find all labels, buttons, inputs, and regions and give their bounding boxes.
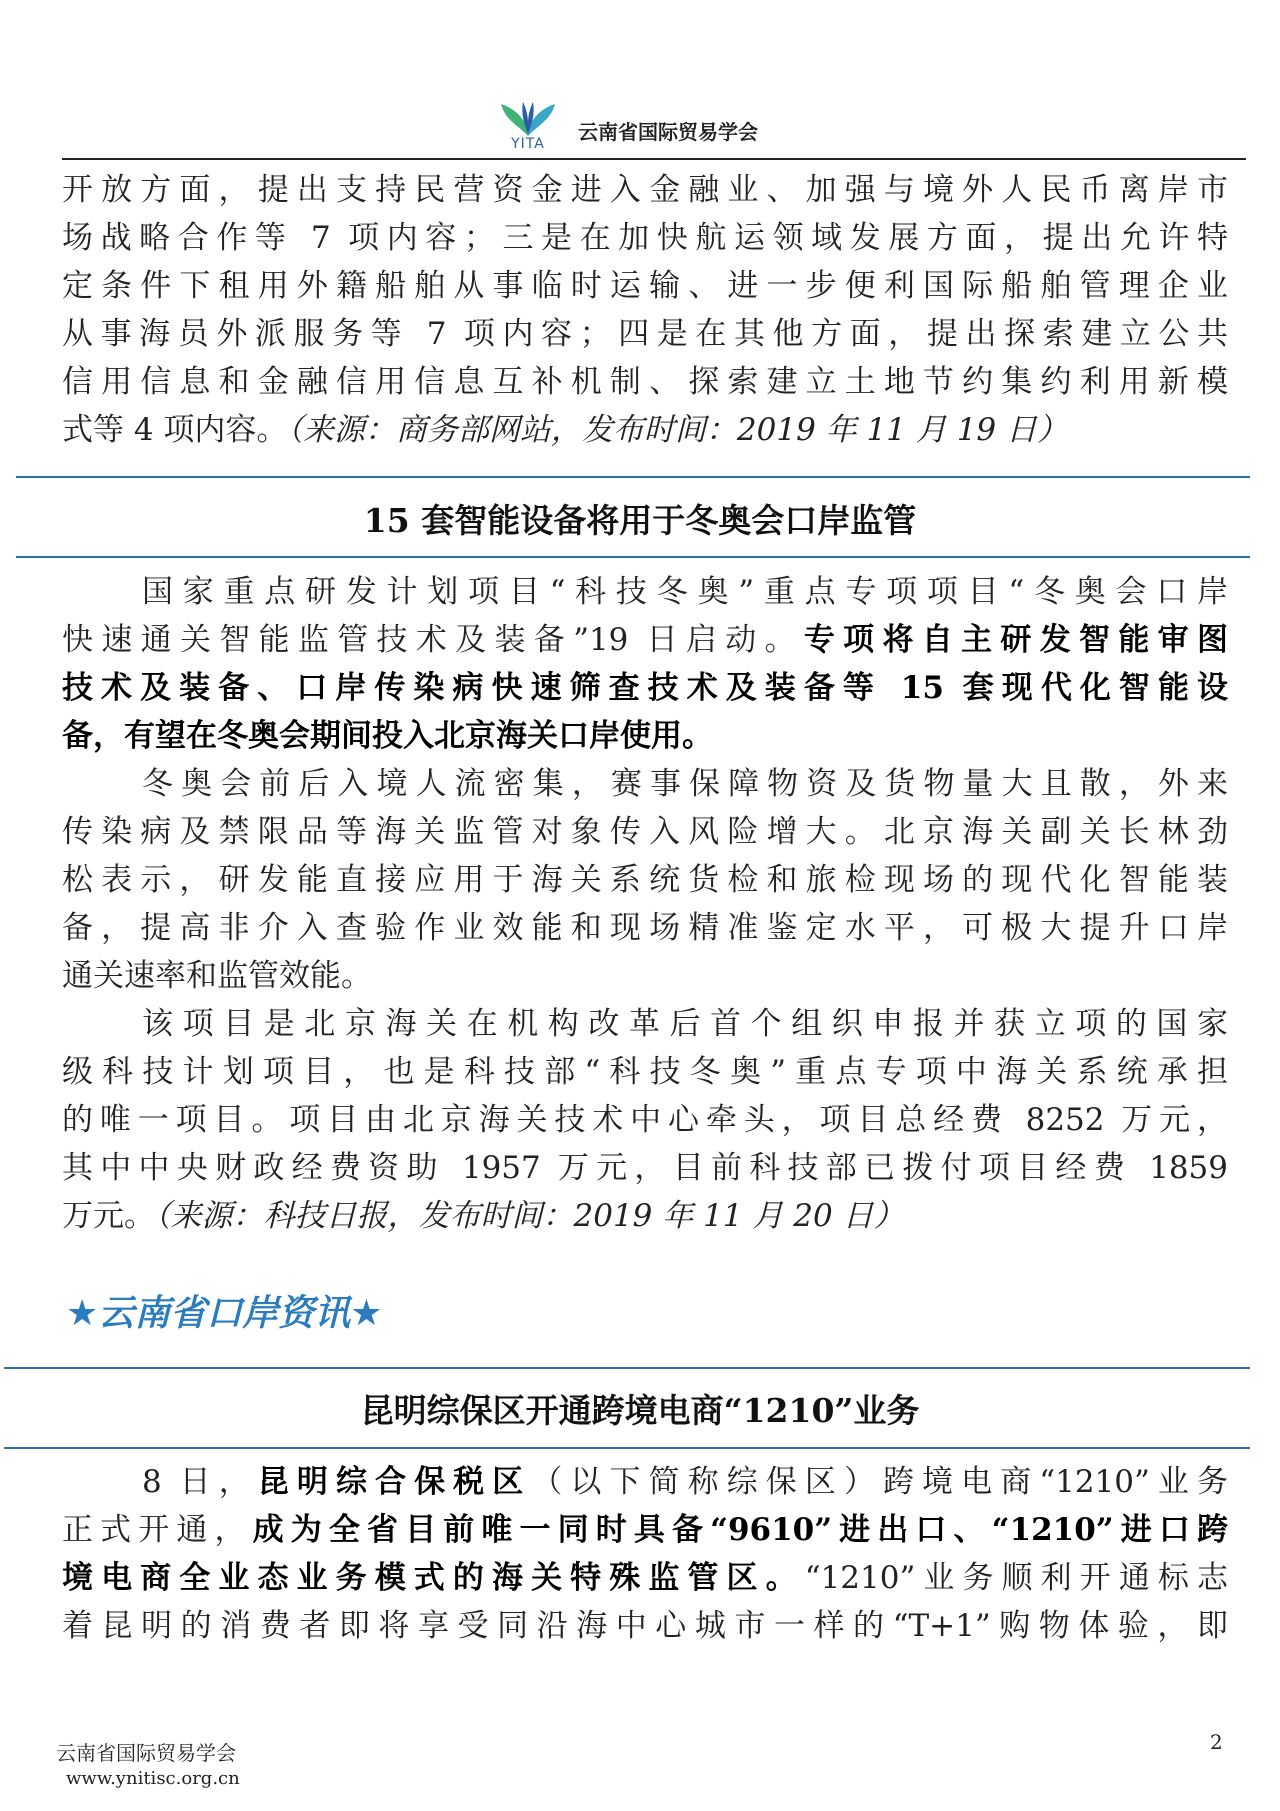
body-line: [62, 1506, 1228, 1555]
footer-org-name: 云南省国际贸易学会: [56, 1741, 236, 1765]
header-divider: [62, 158, 1246, 160]
body-text: “1210”业务顺利开通标志: [804, 1560, 1229, 1596]
body-line: 着昆明的消费者即将享受同沿海中心城市一样的“T+1”购物体验，即: [62, 1608, 1228, 1644]
body-line: 级科技计划项目，也是科技部“科技冬奥”重点专项中海关系统承担: [62, 1054, 1228, 1090]
section-divider: [16, 556, 1250, 558]
section-divider: [4, 1367, 1250, 1369]
body-text: 式等 4 项内容。: [62, 412, 288, 448]
body-line: [62, 616, 1228, 665]
body-text: 快速通关智能监管技术及装备”19 日启动。: [62, 622, 804, 658]
body-line: 通关速率和监管效能。: [62, 958, 372, 994]
body-line: [142, 1458, 1228, 1507]
article-title: 昆明综保区开通跨境电商“1210”业务: [360, 1391, 920, 1430]
body-line: 传染病及禁限品等海关监管对象传入风险增大。北京海关副关长林劲: [62, 814, 1228, 850]
body-text: 万元。: [62, 1198, 155, 1234]
butterfly-logo-icon: [497, 96, 559, 138]
body-line: 其中中央财政经费资助 1957 万元，目前科技部已拨付项目经费 1859: [62, 1150, 1228, 1186]
body-line: 的唯一项目。项目由北京海关技术中心牵头，项目总经费 8252 万元，: [62, 1102, 1228, 1138]
logo-text: YITA: [511, 136, 545, 152]
header-org-name: 云南省国际贸易学会: [578, 120, 758, 144]
body-line: 备，提高非介入查验作业效能和现场精准鉴定水平，可极大提升口岸: [62, 910, 1228, 946]
column-heading: ★云南省口岸资讯★: [66, 1293, 383, 1334]
body-line: 开放方面，提出支持民营资金进入金融业、加强与境外人民币离岸市: [62, 172, 1228, 208]
body-line: 冬奥会前后入境人流密集，赛事保障物资及货物量大且散，外来: [142, 766, 1228, 802]
bold-text: 专项将自主研发智能审图: [803, 622, 1229, 658]
body-line: [62, 1554, 1228, 1603]
bold-line: 备，有望在冬奥会期间投入北京海关口岸使用。: [62, 718, 713, 754]
body-line-last: [62, 406, 1228, 455]
article-title: 15 套智能设备将用于冬奥会口岸监管: [363, 501, 917, 540]
body-line: 该项目是北京海关在机构改革后首个组织申报并获立项的国家: [142, 1006, 1228, 1042]
source-citation: （来源：商务部网站，发布时间：2019 年 11 月 19 日）: [287, 412, 1068, 448]
footer-url: www.ynitisc.org.cn: [66, 1768, 240, 1789]
body-text: 8 日，: [142, 1464, 258, 1500]
body-line: 信用信息和金融信用信息互补机制、探索建立土地节约集约利用新模: [62, 364, 1228, 400]
yita-logo: [497, 96, 559, 156]
body-line: 松表示，研发能直接应用于海关系统货检和旅检现场的现代化智能装: [62, 862, 1228, 898]
bold-line: 技术及装备、口岸传染病快速筛查技术及装备等 15 套现代化智能设: [62, 670, 1228, 706]
section-divider: [4, 1447, 1250, 1449]
body-line-last: [62, 1192, 1228, 1241]
bold-text: 成为全省目前唯一同时具备“9610”进出口、“1210”进口跨: [252, 1512, 1228, 1548]
body-line: 场战略合作等 7 项内容；三是在加快航运领域发展方面，提出允许特: [62, 220, 1228, 256]
body-line: 定条件下租用外籍船舶从事临时运输、进一步便利国际船舶管理企业: [62, 268, 1228, 304]
body-line: 从事海员外派服务等 7 项内容；四是在其他方面，提出探索建立公共: [62, 316, 1228, 352]
body-text: 正式开通，: [62, 1512, 253, 1548]
bold-text: 境电商全业态业务模式的海关特殊监管区。: [62, 1560, 805, 1596]
bold-text: 昆明综合保税区: [257, 1464, 532, 1500]
page-number: 2: [1210, 1730, 1223, 1754]
source-citation: （来源：科技日报，发布时间：2019 年 11 月 20 日）: [155, 1198, 905, 1234]
section-divider: [16, 476, 1250, 478]
body-text: （以下简称综保区）跨境电商“1210”业务: [531, 1464, 1228, 1500]
body-line: 国家重点研发计划项目“科技冬奥”重点专项项目“冬奥会口岸: [142, 574, 1228, 610]
